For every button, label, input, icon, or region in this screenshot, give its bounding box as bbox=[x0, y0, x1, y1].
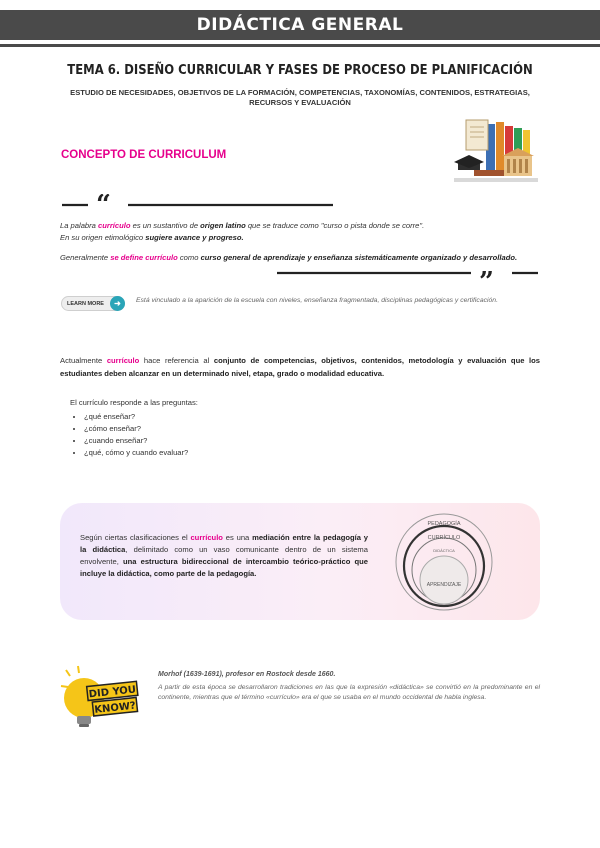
quote-paragraph-definition: Generalmente se define currículo como curso general de aprendizaje y enseñanza sistemáticamente organizado y desarrollado. bbox=[60, 253, 518, 262]
book-stack-icon bbox=[450, 118, 540, 190]
label-didactica: DIDÁCTICA bbox=[433, 548, 455, 553]
quote-open-icon bbox=[60, 194, 335, 214]
label-aprendizaje: APRENDIZAJE bbox=[426, 582, 462, 588]
topic-title: TEMA 6. DISEÑO CURRICULAR Y FASES DE PROCESO DE PLANIFICACIÓN bbox=[67, 62, 533, 78]
quote-paragraph-origin: La palabra currículo es un sustantivo de origen latino que se traduce como "curso o pista donde se corre". En su origen etimológico sugiere avance y progreso. bbox=[60, 221, 425, 242]
questions-intro: El currículo responde a las preguntas: bbox=[70, 398, 198, 407]
questions-list bbox=[70, 411, 370, 459]
list-item: • ¿cómo enseñar? bbox=[84, 423, 370, 435]
header-divider bbox=[0, 44, 600, 47]
mediation-text: Según ciertas clasificaciones el currículo es una mediación entre la pedagogía y la didáctica, delimitado como un vaso comunicante dentro de un sistema envolvente, una estructura bidireccional de intercambio teórico-práctico que incluye la didáctica, como parte de la pedagogía. bbox=[80, 533, 368, 578]
page-header bbox=[0, 10, 600, 40]
svg-text:”: ” bbox=[479, 267, 494, 284]
svg-text:“: “ bbox=[96, 194, 111, 214]
lightbulb-icon bbox=[58, 664, 142, 730]
nested-circles-diagram bbox=[392, 508, 532, 616]
questions-block bbox=[70, 397, 370, 459]
page-header-title: DIDÁCTICA GENERAL bbox=[196, 15, 404, 35]
learn-more-text: Está vinculado a la aparición de la escuela con niveles, enseñanza fragmentada, disciplinas pedagógicas y certificación. bbox=[136, 297, 498, 304]
arrow-right-icon: ➜ bbox=[110, 296, 125, 311]
list-item: • ¿qué enseñar? bbox=[84, 411, 370, 423]
list-item: • ¿qué, cómo y cuando evaluar? bbox=[84, 447, 370, 459]
did-you-know-title: Morhof (1639-1691), profesor en Rostock desde 1660. bbox=[158, 671, 336, 678]
label-curriculo: CURRÍCULO bbox=[427, 535, 461, 541]
circle-aprendizaje bbox=[420, 556, 468, 604]
learn-more-label: LEARN MORE bbox=[67, 300, 104, 307]
section-heading: CONCEPTO DE CURRICULUM bbox=[61, 149, 227, 161]
quote-close-icon bbox=[275, 264, 540, 284]
list-item: • ¿cuando enseñar? bbox=[84, 435, 370, 447]
learn-more-button[interactable] bbox=[61, 296, 125, 311]
label-pedagogia: PEDAGOGÍA bbox=[427, 521, 461, 527]
current-definition-paragraph: Actualmente currículo hace referencia al conjunto de competencias, objetivos, contenidos, metodología y evaluación que los estudiantes deben alcanzar en un determinado nivel, etapa, grado o modalidad educativa. bbox=[60, 356, 540, 378]
did-you-line: DID YOU bbox=[88, 684, 137, 701]
did-you-know-text: A partir de esta época se desarrollaron tradiciones en las que la expresión «didáctica» se convirtió en la predominante en el continente, mientras que el término «currículo» era el que se usaba en el mundo occidental de habla inglesa. bbox=[158, 684, 540, 701]
topic-subtitle: ESTUDIO DE NECESIDADES, OBJETIVOS DE LA FORMACIÓN, COMPETENCIAS, TAXONOMÍAS, CONTENIDOS, ESTRATEGIAS, RECURSOS Y EVALUACIÓN bbox=[70, 88, 530, 107]
know-line: KNOW? bbox=[93, 700, 137, 716]
